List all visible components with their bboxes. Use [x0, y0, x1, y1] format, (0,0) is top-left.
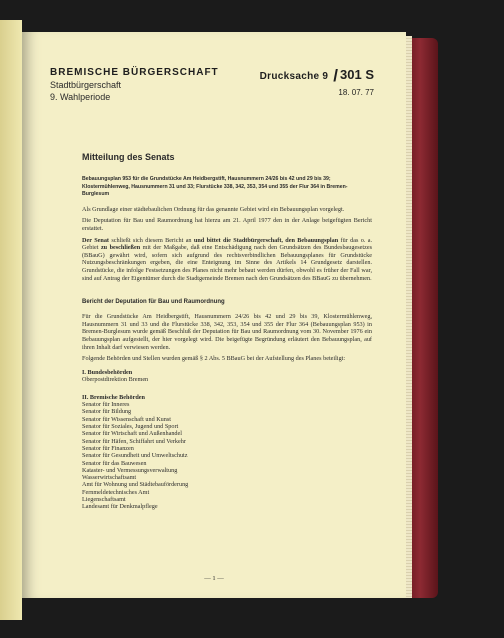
decision-bold: zu beschließen [100, 244, 141, 252]
document-body [82, 152, 372, 511]
list-item: Senator für Wissenschaft und Kunst [82, 415, 171, 423]
page-number: — 1 — [204, 575, 224, 582]
list-item: Senator für Häfen, Schiffahrt und Verkehr [82, 437, 186, 445]
list-item: Fernmeldetechnisches Amt [82, 488, 150, 496]
document-reference [260, 66, 374, 97]
paragraph: Als Grundlage einer städtebaulichen Ordnung für das genannte Gebiet wird ein Bebauungsplan vorgelegt. [82, 205, 345, 213]
legislative-period: 9. Wahlperiode [50, 92, 111, 102]
document-page [22, 32, 406, 598]
doc-label: Drucksache 9 [259, 71, 329, 82]
organization-name: BREMISCHE BÜRGERSCHAFT [50, 67, 219, 78]
decision-text: für das o. a. Gebiet [82, 236, 373, 252]
decision-bold: Der Senat [82, 236, 109, 244]
doc-date: 18. 07. 77 [338, 88, 374, 97]
bremen-authorities-heading: II. Bremische Behörden [82, 393, 145, 401]
report-paragraph: Folgende Behörden und Stellen wurden gemäß § 2 Abs. 5 BBauG bei der Aufstellung des Planes beteiligt: [82, 355, 346, 363]
document-title: Mitteilung des Senats [82, 152, 175, 162]
list-item: Liegenschaftsamt [82, 496, 126, 504]
report-heading: Bericht der Deputation für Bau und Raumordnung [82, 299, 225, 306]
list-item: Senator für Soziales, Jugend und Sport [82, 423, 179, 431]
list-item: Oberpostdirektion Bremen [82, 376, 149, 384]
list-item: Senator für Gesundheit und Umweltschutz [82, 452, 188, 460]
organization-subtitle: Stadtbürgerschaft [50, 80, 122, 90]
paragraph: Die Deputation für Bau und Raumordnung hat hierzu am 21. April 1977 den in der Anlage beigefügten Bericht erstattet. [82, 217, 372, 232]
book-binding [408, 38, 438, 598]
list-item: Wasserwirtschaftsamt [82, 474, 137, 482]
federal-authorities-heading: I. Bundesbehörden [82, 368, 133, 376]
decision-bold: und bittet die Stadtbürgerschaft, den Bebauungsplan [193, 236, 339, 244]
document-subject: Bebauungsplan 953 für die Grundstücke Am Heidbergstift, Hausnummern 24/26 bis 42 und 29 bis 39; Klostermühlenweg, Hausnummern 31 und 33; Flurstücke 338, 342, 353, 354 und 355 der Flur 364 in Bremen-Burglesum [82, 176, 348, 198]
report-paragraph: Für die Grundstücke Am Heidbergstift, Hausnummern 24/26 bis 42 und 29 bis 39, Klostermühlenweg, Hausnummern 31 und 33 und die Flurstücke 338, 342, 353, 354 und 355 der Flur 364 (Bebauungsplan 953) in Bremen-Burglesum wurde gemäß Beschluß der Deputation für Bau und Raumordnung vom 30. November 1976 ein Bebauungsplan aufgestellt, der hier vorgelegt wird. Die beigefügte Begründung erläutert den Bebauungsplan, auf ihren Inhalt darf verwiesen werden. [82, 313, 372, 351]
doc-slash: / [333, 66, 339, 85]
list-item: Senator für Finanzen [82, 444, 134, 452]
doc-number: 301 S [340, 67, 374, 82]
list-item: Landesamt für Denkmalpflege [82, 503, 158, 511]
list-item: Amt für Wohnung und Städtebauförderung [82, 481, 189, 489]
senate-decision-paragraph [82, 237, 372, 283]
decision-text: mit der Maßgabe, daß eine Entschädigung nach den Grundsätzen des Bundesbaugesetzes (BBauG) gewährt wird, sofern sich aufgrund des rechtsverbindlichen Bebauungsplanes für Grundstücke Nutzungsbeschränkungen ergeben, die eine Enteignung im Sinne des Artikels 14 Grundgesetz darstellen. Grundstücke, die infolge Festsetzungen des Planes nicht mehr bebaut werden dürfen, obwohl es früher der Fall war, sind auf Antrag der Eigentümer durch die Stadtgemeinde Bremen nach den Grundsätzen des BBauG zu übernehmen. [82, 244, 372, 282]
list-item: Kataster- und Vermessungsverwaltung [82, 466, 178, 474]
list-item: Senator für Wirtschaft und Außenhandel [82, 430, 182, 438]
list-item: Senator für Bildung [82, 408, 132, 416]
organization-block [50, 67, 219, 102]
facing-page-edge [0, 20, 22, 620]
list-item: Senator für das Bauwesen [82, 459, 147, 467]
decision-text: schließt sich diesem Bericht an [108, 236, 194, 244]
list-item: Senator für Inneres [82, 401, 130, 409]
